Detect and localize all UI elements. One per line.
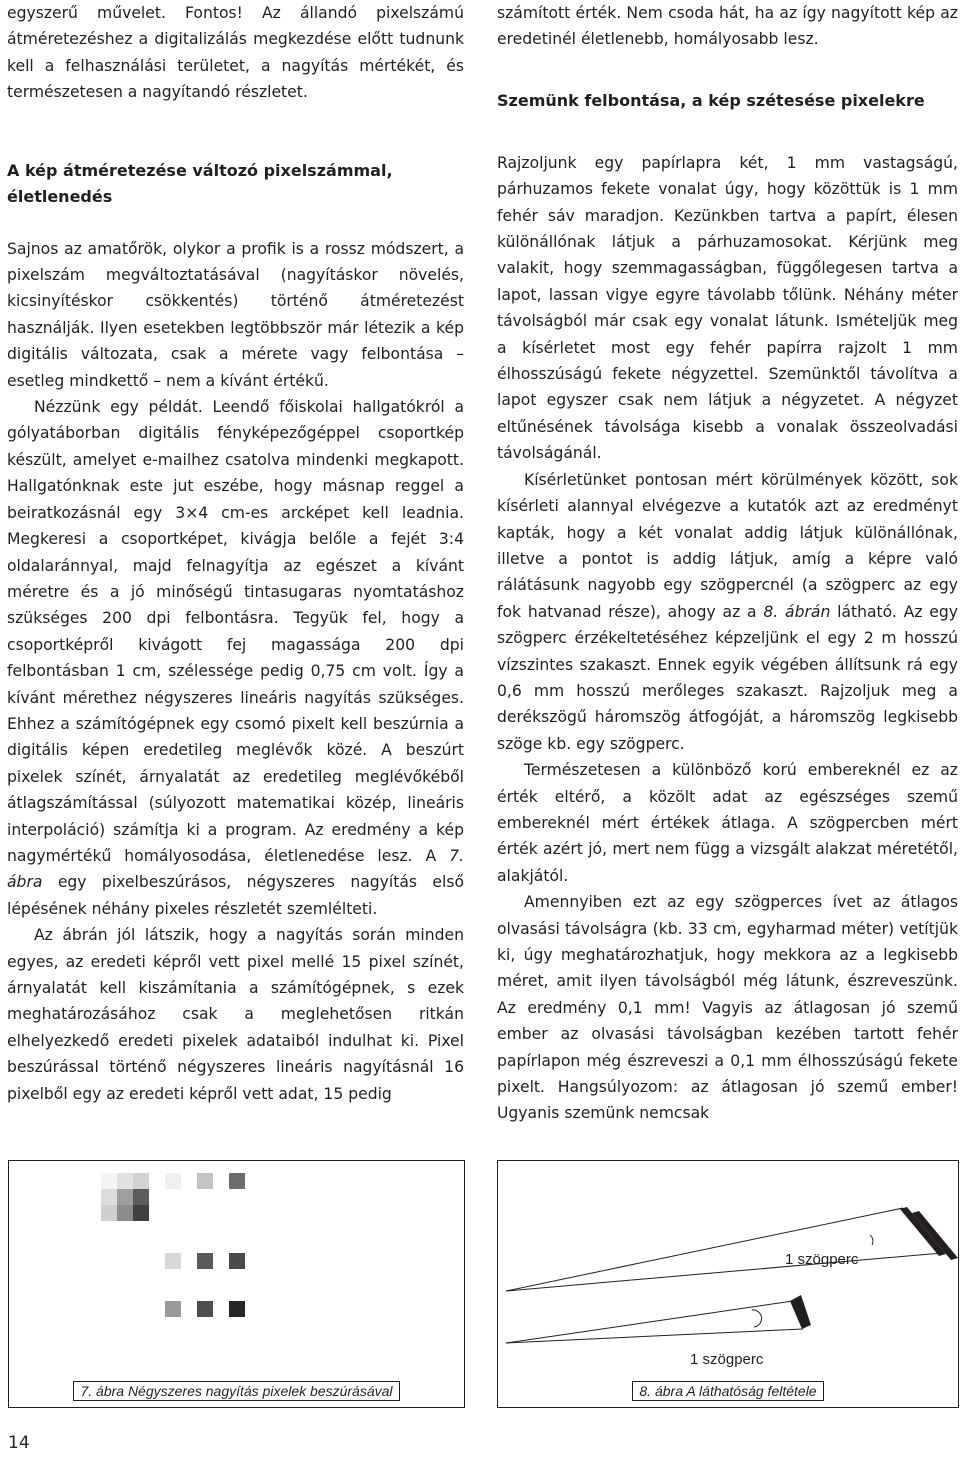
figure-reference: 7. ábra xyxy=(7,846,464,892)
figure-caption: 8. ábra A láthatóság feltétele xyxy=(632,1381,823,1401)
left-column xyxy=(7,0,464,1107)
pixel xyxy=(133,1205,149,1221)
paragraph: Az ábrán jól látszik, hogy a nagyítás során minden egyes, az eredeti képről vett pixel mellé 15 pixel színét, árnyalatát kell kiszámítania a számítógépnek, s ezek meghatározásához csak a meglehetősen ritkán elhelyezkedő eredeti pixelek adataiból indulhat ki. Pixel beszúrással történő négyszeres lineáris nagyításnál 16 pixelből egy az eredeti képről vett adat, 15 pedig xyxy=(7,926,464,1103)
pixel xyxy=(165,1301,181,1317)
pixel xyxy=(197,1301,213,1317)
page-number: 14 xyxy=(8,1433,30,1453)
right-column xyxy=(497,0,958,1127)
paragraph: Nézzünk egy példát. Leendő főiskolai hallgatókról a gólyatáborban digitális fényképezőgéppel csoportkép készült, amelyet e-mailhez csatolva mindenki megkapott. Hallgatónknak este jut eszébe, hogy másnap reggel a beiratkozásnál egy 3×4 cm-es arcképet kell leadnia. Megkeresi a csoportképet, kivágja belőle a fejét 3:4 oldalaránnyal, majd felnagyítja az egészet a kívánt méretre és a jó minőségű tintasugaras nyomtatáshoz szükséges 200 dpi felbontásra. Tegyük fel, hogy a csoportképről kivágott fej magassága 200 dpi felbontásban 1 cm, szélessége pedig 0,75 cm volt. Így a kívánt mérethez négyszeres lineáris nagyítás szükséges. Ehhez a számítógépnek egy csomó pixelt kell beszúrnia a digitális képen eredetileg meglévők közé. A beszúrt pixelek színét, árnyalatát az eredetileg meglévőkéből átlagszámítással (súlyozott matematikai közép, lineáris interpoláció) számítja ki a program. Az eredmény a kép nagymértékű homályosodása, életlenedése lesz. A 7. ábra egy pixelbeszúrásos, négyszeres nagyítás első lépésének néhány pixeles részletét szemlélteti. xyxy=(7,398,464,918)
pixel xyxy=(101,1189,117,1205)
paragraph: Rajzoljunk egy papírlapra két, 1 mm vastagságú, párhuzamos fekete vonalat úgy, hogy közöttük is 1 mm fehér sáv maradjon. Kezünkben tartva a papírt, élesen különállónak látjuk a párhuzamosokat. Kérjünk meg valakit, hogy szemmagasságban, függőlegesen tartva a lapot, lassan vigye egyre távolabb tőlünk. Néhány méter távolságból már csak egy vonalat látunk. Ismételjük meg a kísérletet most egy fehér papírra rajzolt 1 mm élhosszúságú fekete négyzettel. Szemünktől távolítva a lapot egyszer csak nem látjuk a négyzetet. A négyzet eltűnésének távolsága kisebb a vonalak összeolvadási távolságánál. xyxy=(497,153,958,463)
black-square xyxy=(790,1295,811,1329)
pixel-grid xyxy=(9,1161,464,1407)
pixel xyxy=(229,1253,245,1269)
angle-label-bottom: 1 szögperc xyxy=(690,1351,764,1368)
sight-line-upper xyxy=(506,1208,903,1291)
pixel xyxy=(133,1173,149,1189)
angle-arc xyxy=(752,1310,762,1327)
angle-label-top: 1 szögperc xyxy=(785,1251,859,1268)
pixel xyxy=(197,1173,213,1189)
figure-caption: 7. ábra Négyszeres nagyítás pixelek beszúrásával xyxy=(73,1381,399,1401)
pixel xyxy=(197,1253,213,1269)
pixel xyxy=(165,1253,181,1269)
paragraph: Sajnos az amatőrök, olykor a profik is a rossz módszert, a pixelszám megváltoztatásával (nagyításkor növelés, kicsinyítéskor csökkentés) történő átméretezést használják. Ilyen esetekben legtöbbször már létezik a kép digitális változata, csak a mérete vagy felbontása – esetleg mindkettő – nem a kívánt értékű. xyxy=(7,239,464,390)
parallel-line-2 xyxy=(912,1211,958,1260)
pixel xyxy=(101,1173,117,1189)
pixel xyxy=(133,1189,149,1205)
parallel-line-1 xyxy=(900,1207,946,1256)
figure-reference: 8. ábrán xyxy=(763,602,831,621)
pixel xyxy=(117,1189,133,1205)
section-heading-eye-resolution: Szemünk felbontása, a kép szétesése pixelekre xyxy=(497,90,925,110)
pixel xyxy=(229,1301,245,1317)
pixel xyxy=(117,1205,133,1221)
angle-arc xyxy=(870,1235,873,1245)
sight-line-upper xyxy=(506,1253,942,1291)
pixel xyxy=(101,1205,117,1221)
pixel xyxy=(229,1173,245,1189)
figure-visibility-condition xyxy=(497,1160,959,1408)
paragraph: számított érték. Nem csoda hát, ha az így nagyított kép az eredetinél életlenebb, homályosabb lesz. xyxy=(497,4,958,49)
pixel xyxy=(165,1173,181,1189)
paragraph: Amennyiben ezt az egy szögperces ívet az átlagos olvasási távolságra (kb. 33 cm, egyharmad méter) vetítjük ki, úgy meghatározhatjuk, hogy mekkora az a legkisebb méret, amit ilyen távolságból még látunk, észreveszünk. Az eredmény 0,1 mm! Vagyis az átlagosan jó szemű ember az olvasási távolságban kezében tartott fehér papírlapon még észreveszi a 0,1 mm élhosszúságú fekete pixelt. Hangsúlyozom: az átlagosan jó szemű ember! Ugyanis szemünk nemcsak xyxy=(497,893,958,1123)
section-heading-resize: A kép átméretezése változó pixelszámmal, életlenedés xyxy=(7,160,393,206)
intro-paragraph: egyszerű művelet. Fontos! Az állandó pixelszámú átméretezéshez a digitalizálás megkezdése előtt tudnunk kell a felhasználási területet, a nagyítás mértékét, és természetesen a nagyítandó részletet. xyxy=(7,4,464,102)
visibility-diagram xyxy=(498,1161,958,1407)
paragraph: Természetesen a különböző korú embereknél ez az érték eltérő, a közölt adat az egészséges szemű embereknél mért értékek átlaga. A szögpercben mért érték azért jó, mert nem függ a vizsgált alakzat méretétől, alakjától. xyxy=(497,761,958,885)
figure-pixel-insertion xyxy=(8,1160,465,1408)
pixel xyxy=(117,1173,133,1189)
paragraph: Kísérletünket pontosan mért körülmények között, sok kísérleti alannyal elvégezve a kutatók azt az eredményt kapták, hogy a két vonalat addig látjuk különállónak, illetve a pontot is addig látjuk, amíg a képre való rálátásunk nagyobb egy szögpercnél (a szögperc az egy fok hatvanad része), ahogy az a 8. ábrán látható. Az egy szögperc érzékeltetéséhez képzeljünk el egy 2 m hosszú vízszintes szakaszt. Ennek egyik végében állítsunk rá egy 0,6 mm hosszú merőleges szakaszt. Rajzoljuk meg a derékszögű háromszög átfogóját, a háromszög legkisebb szöge kb. egy szögperc. xyxy=(497,470,958,753)
